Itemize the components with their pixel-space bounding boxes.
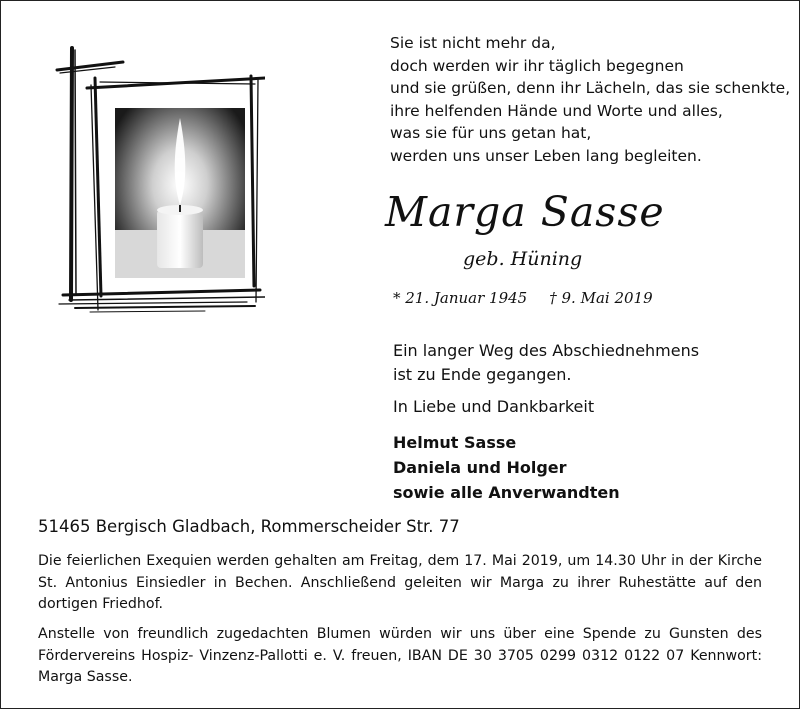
signer: Helmut Sasse [393, 433, 517, 452]
poem-line: und sie grüßen, denn ihr Lächeln, das sie schenkte, [390, 79, 791, 97]
deceased-name: Marga Sasse [385, 188, 665, 236]
birth-name: geb. Hüning [463, 248, 583, 270]
poem-line: was sie für uns getan hat, [390, 124, 592, 142]
poem-line: Sie ist nicht mehr da, [390, 34, 556, 52]
funeral-service-text: Die feierlichen Exequien werden gehalten am Freitag, dem 17. Mai 2019, um 14.30 Uhr in der Kirche St. Antonius Einsiedler in Bechen. Anschließend geleiten wir Marga zu ihrer Ruhestätte auf den dortigen Friedhof. [38, 553, 762, 612]
poem-line: doch werden wir ihr täglich begegnen [390, 56, 684, 75]
donation-request-text: Anstelle von freundlich zugedachten Blumen würden wir uns über eine Spende zu Gunsten des Fördervereins Hospiz- Vinzenz-Pallotti e. V. freuen, IBAN DE 30 3705 0299 0312 0122 07 Kennwort: Marga Sasse. [38, 626, 762, 685]
gratitude-line: In Liebe und Dankbarkeit [393, 397, 595, 416]
life-dates [393, 289, 653, 307]
poem-line: ihre helfenden Hände und Worte und alles, [390, 101, 723, 120]
birth-date: * 21. Januar 1945 [393, 289, 528, 307]
farewell-text [393, 339, 699, 387]
farewell-line: Ein langer Weg des Abschiednehmens [393, 341, 700, 360]
poem-line: werden uns unser Leben lang begleiten. [390, 146, 702, 165]
signers-list [393, 430, 620, 505]
signer: sowie alle Anverwandten [393, 483, 620, 502]
death-date: † 9. Mai 2019 [549, 289, 653, 307]
family-address: 51465 Bergisch Gladbach, Rommerscheider Str. 77 [38, 517, 460, 536]
memorial-poem [390, 32, 790, 167]
signer: Daniela und Holger [393, 458, 567, 477]
farewell-line: ist zu Ende gegangen. [393, 365, 572, 384]
candle-cross-artwork [55, 40, 265, 320]
